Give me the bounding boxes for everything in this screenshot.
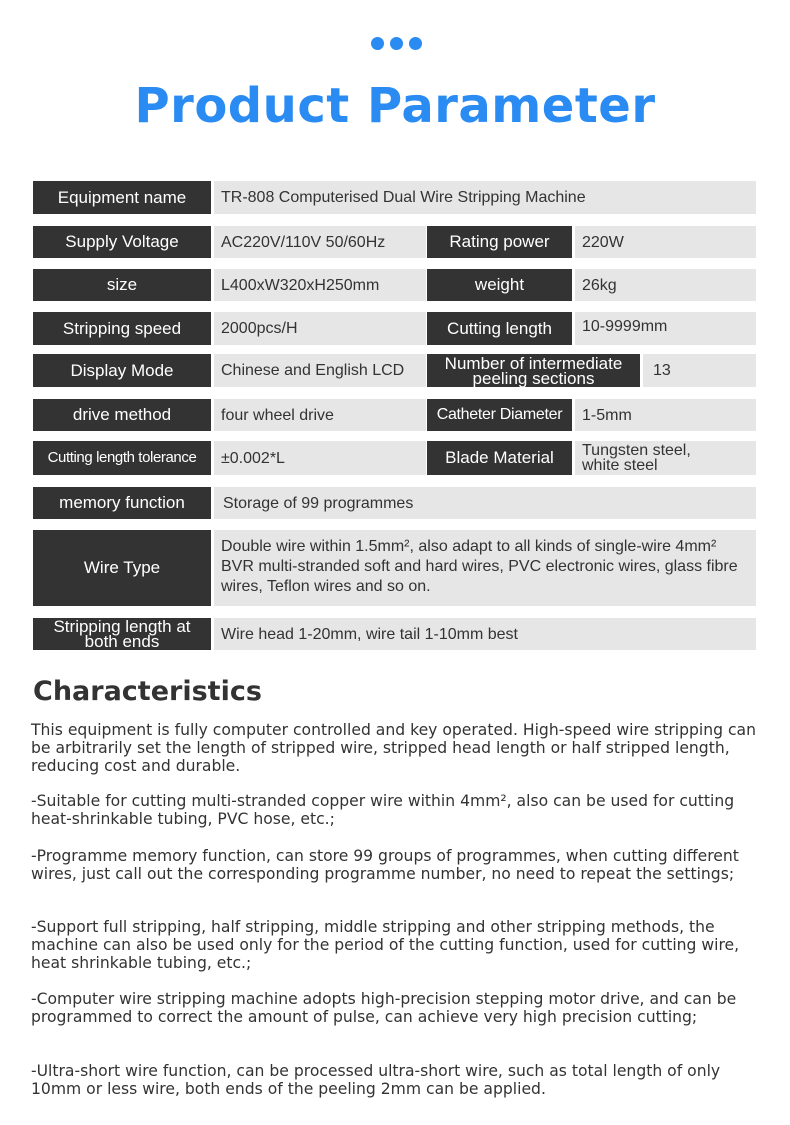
characteristics-paragraph: -Computer wire stripping machine adopts high-precision stepping motor drive, and can be programmed to correct the amount of pulse, can achieve very high precision cutting; bbox=[31, 990, 737, 1026]
param-value-equipment-name: TR-808 Computerised Dual Wire Stripping Machine bbox=[214, 181, 756, 214]
param-row-stripping-length bbox=[33, 618, 756, 650]
param-row-supply-voltage bbox=[33, 226, 756, 258]
characteristics-paragraph: -Programme memory function, can store 99 groups of programmes, when cutting different wires, just call out the corresponding programme number, no need to repeat the settings; bbox=[31, 847, 739, 883]
dot-icon bbox=[371, 37, 384, 50]
param-label-cutting-length: Cutting length bbox=[427, 312, 572, 345]
param-value-supply-voltage: AC220V/110V 50/60Hz bbox=[214, 226, 426, 258]
param-value-memory-function: Storage of 99 programmes bbox=[214, 487, 756, 519]
param-label-intermediate-sections: Number of intermediate peeling sections bbox=[427, 354, 640, 387]
param-row-stripping-speed bbox=[33, 312, 756, 345]
param-value-cutting-tolerance: ±0.002*L bbox=[214, 441, 426, 475]
param-label-supply-voltage: Supply Voltage bbox=[33, 226, 211, 258]
param-label-stripping-length: Stripping length at both ends bbox=[33, 618, 211, 650]
param-value-drive-method: four wheel drive bbox=[214, 399, 426, 431]
param-value-size: L400xW320xH250mm bbox=[214, 269, 426, 301]
param-row-cutting-tolerance bbox=[33, 441, 756, 475]
param-value-display-mode: Chinese and English LCD bbox=[214, 354, 426, 387]
param-label-cutting-tolerance: Cutting length tolerance bbox=[33, 441, 211, 475]
param-label-display-mode: Display Mode bbox=[33, 354, 211, 387]
param-label-rating-power: Rating power bbox=[427, 226, 572, 258]
param-label-equipment-name: Equipment name bbox=[33, 181, 211, 214]
param-row-size bbox=[33, 269, 756, 301]
param-value-intermediate-sections: 13 bbox=[643, 354, 756, 387]
param-value-stripping-speed: 2000pcs/H bbox=[214, 312, 426, 345]
param-value-wire-type: Double wire within 1.5mm², also adapt to all kinds of single-wire 4mm² BVR multi-stranded soft and hard wires, PVC electronic wires, glass fibre wires, Teflon wires and so on. bbox=[214, 530, 756, 606]
param-row-display-mode bbox=[33, 354, 756, 387]
param-value-cutting-length: 10-9999mm bbox=[575, 312, 756, 345]
decorative-dots bbox=[371, 37, 422, 50]
param-label-drive-method: drive method bbox=[33, 399, 211, 431]
characteristics-paragraph: -Ultra-short wire function, can be processed ultra-short wire, such as total length of only 10mm or less wire, both ends of the peeling 2mm can be applied. bbox=[31, 1062, 721, 1098]
param-value-weight: 26kg bbox=[575, 269, 756, 301]
param-value-rating-power: 220W bbox=[575, 226, 756, 258]
param-row-drive-method bbox=[33, 399, 756, 431]
param-label-wire-type: Wire Type bbox=[33, 530, 211, 606]
characteristics-title: Characteristics bbox=[33, 676, 262, 707]
characteristics-paragraph: -Suitable for cutting multi-stranded copper wire within 4mm², also can be used for cutting heat-shrinkable tubing, PVC hose, etc.; bbox=[31, 792, 735, 828]
page-title: Product Parameter bbox=[134, 78, 656, 134]
param-value-blade-material: Tungsten steel, white steel bbox=[575, 441, 756, 475]
dot-icon bbox=[409, 37, 422, 50]
characteristics-paragraph: -Support full stripping, half stripping, middle stripping and other stripping methods, the machine can also be used only for the period of the cutting function, used for cutting wire, heat shrinkable tubing, etc.; bbox=[31, 918, 740, 972]
dot-icon bbox=[390, 37, 403, 50]
param-row-equipment-name bbox=[33, 181, 756, 214]
param-row-wire-type bbox=[33, 530, 756, 606]
param-label-memory-function: memory function bbox=[33, 487, 211, 519]
param-label-stripping-speed: Stripping speed bbox=[33, 312, 211, 345]
param-label-catheter-diameter: Catheter Diameter bbox=[427, 399, 572, 431]
param-label-blade-material: Blade Material bbox=[427, 441, 572, 475]
param-value-stripping-length: Wire head 1-20mm, wire tail 1-10mm best bbox=[214, 618, 756, 650]
param-value-catheter-diameter: 1-5mm bbox=[575, 399, 756, 431]
param-label-size: size bbox=[33, 269, 211, 301]
param-label-weight: weight bbox=[427, 269, 572, 301]
characteristics-paragraph: This equipment is fully computer controlled and key operated. High-speed wire stripping can be arbitrarily set the length of stripped wire, stripped head length or half stripped length, reducing cost and durable. bbox=[31, 721, 756, 775]
param-row-memory-function bbox=[33, 487, 756, 519]
